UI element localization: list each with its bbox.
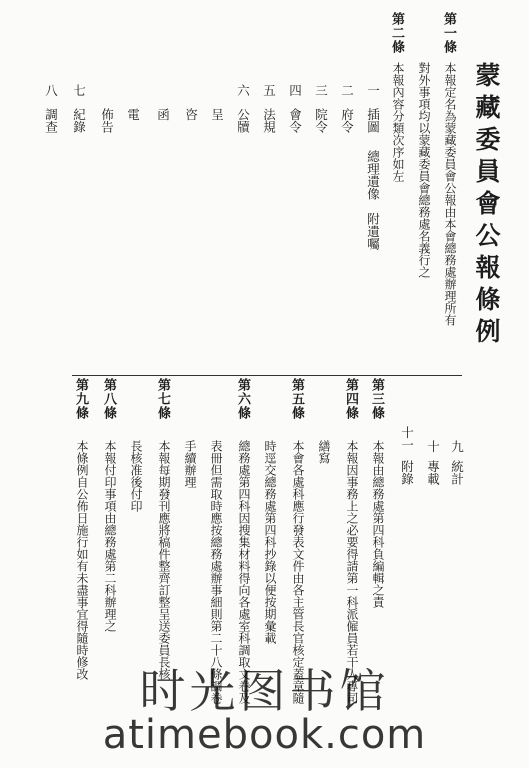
category-5-number: 五 bbox=[261, 84, 277, 97]
article-1-text-line-2: 對外事項均以蒙藏委員會總務處名義行之 bbox=[417, 62, 431, 278]
article-8-label: 第八條 bbox=[101, 378, 116, 420]
article-5-text-line-1: 本會各處科應行發表文件由各主管長官核定蓋章隨 bbox=[291, 440, 305, 704]
article-6-text-line-2: 表冊但需取時應按總務處辦事細則第二十八條調卷 bbox=[209, 440, 223, 704]
category-6-number: 六 bbox=[235, 84, 251, 97]
category-4-number: 四 bbox=[287, 84, 303, 97]
category-4-name: 會令 bbox=[287, 108, 303, 133]
category-11-name: 附錄 bbox=[399, 460, 415, 485]
category-1-sub: 總理遺像 附遺囑 bbox=[365, 150, 381, 250]
article-3-label: 第三條 bbox=[369, 378, 384, 420]
article-4-label: 第四條 bbox=[343, 378, 358, 420]
article-1-label: 第一條 bbox=[441, 12, 456, 54]
category-6-sub-5: 佈告 bbox=[99, 108, 115, 133]
category-11-number: 十一 bbox=[399, 426, 415, 451]
category-7-name: 紀錄 bbox=[71, 108, 87, 133]
article-5-text-line-2: 時逕交總務處第四科抄錄以便按期彙載 bbox=[263, 440, 277, 644]
category-5-name: 法規 bbox=[261, 108, 277, 133]
category-6-sub-3: 函 bbox=[155, 108, 171, 121]
article-6-text-line-1: 總務處第四科因搜集材料得向各處室科調取文卷及 bbox=[237, 440, 251, 704]
article-9-text: 本條例自公佈日施行如有未盡事宜得隨時修改 bbox=[75, 440, 89, 680]
article-1-text-line-1: 本報定名為蒙藏委員會公報由本會總務處辦理所有 bbox=[443, 62, 457, 326]
category-1-number: 一 bbox=[365, 84, 381, 97]
category-9-number: 九 bbox=[449, 440, 465, 453]
page-title: 蒙藏委員會公報條例 bbox=[472, 62, 501, 350]
article-8-text: 本報付印事項由總務處第二科辦理之 bbox=[103, 440, 117, 632]
article-7-text-line-1: 本報每期發刊應將稿件整齊訂整呈送委員長核 bbox=[157, 440, 171, 680]
section-divider bbox=[72, 375, 462, 376]
category-3-name: 院令 bbox=[313, 108, 329, 133]
watermark-text: 时光图书馆 bbox=[139, 664, 390, 718]
article-6-label: 第六條 bbox=[235, 378, 250, 420]
article-9-label: 第九條 bbox=[73, 378, 88, 420]
watermark-url: atimebook.com bbox=[102, 712, 427, 758]
category-9-name: 統計 bbox=[449, 460, 465, 485]
category-6-name: 公牘 bbox=[235, 108, 251, 133]
article-7-label: 第七條 bbox=[155, 378, 170, 420]
category-3-number: 三 bbox=[313, 84, 329, 97]
category-10-number: 十 bbox=[425, 440, 441, 453]
category-6-sub-2: 咨 bbox=[183, 108, 199, 121]
category-2-number: 二 bbox=[339, 84, 355, 97]
category-1-name: 插圖 bbox=[365, 108, 381, 133]
article-7-text-line-2: 長核准後付印 bbox=[129, 440, 143, 512]
article-2-label: 第二條 bbox=[389, 12, 404, 54]
article-4-text-line-1: 本報因事務上之必要得請第一科派僱員若干人專司 bbox=[345, 440, 359, 704]
category-6-sub-4: 電 bbox=[125, 108, 141, 121]
article-2-text: 本報內容分類次序如左 bbox=[391, 62, 405, 182]
category-10-name: 專載 bbox=[425, 460, 441, 485]
category-8-name: 調查 bbox=[43, 108, 59, 133]
category-2-name: 府令 bbox=[339, 108, 355, 133]
article-5-label: 第五條 bbox=[289, 378, 304, 420]
article-6-text-line-3: 手續辦理 bbox=[183, 440, 197, 488]
article-3-text: 本報由總務處第四科負編輯之責 bbox=[371, 440, 385, 608]
article-4-text-line-2: 繕寫 bbox=[317, 440, 331, 464]
category-7-number: 七 bbox=[71, 84, 87, 97]
category-6-sub-1: 呈 bbox=[209, 108, 225, 121]
category-8-number: 八 bbox=[43, 84, 59, 97]
